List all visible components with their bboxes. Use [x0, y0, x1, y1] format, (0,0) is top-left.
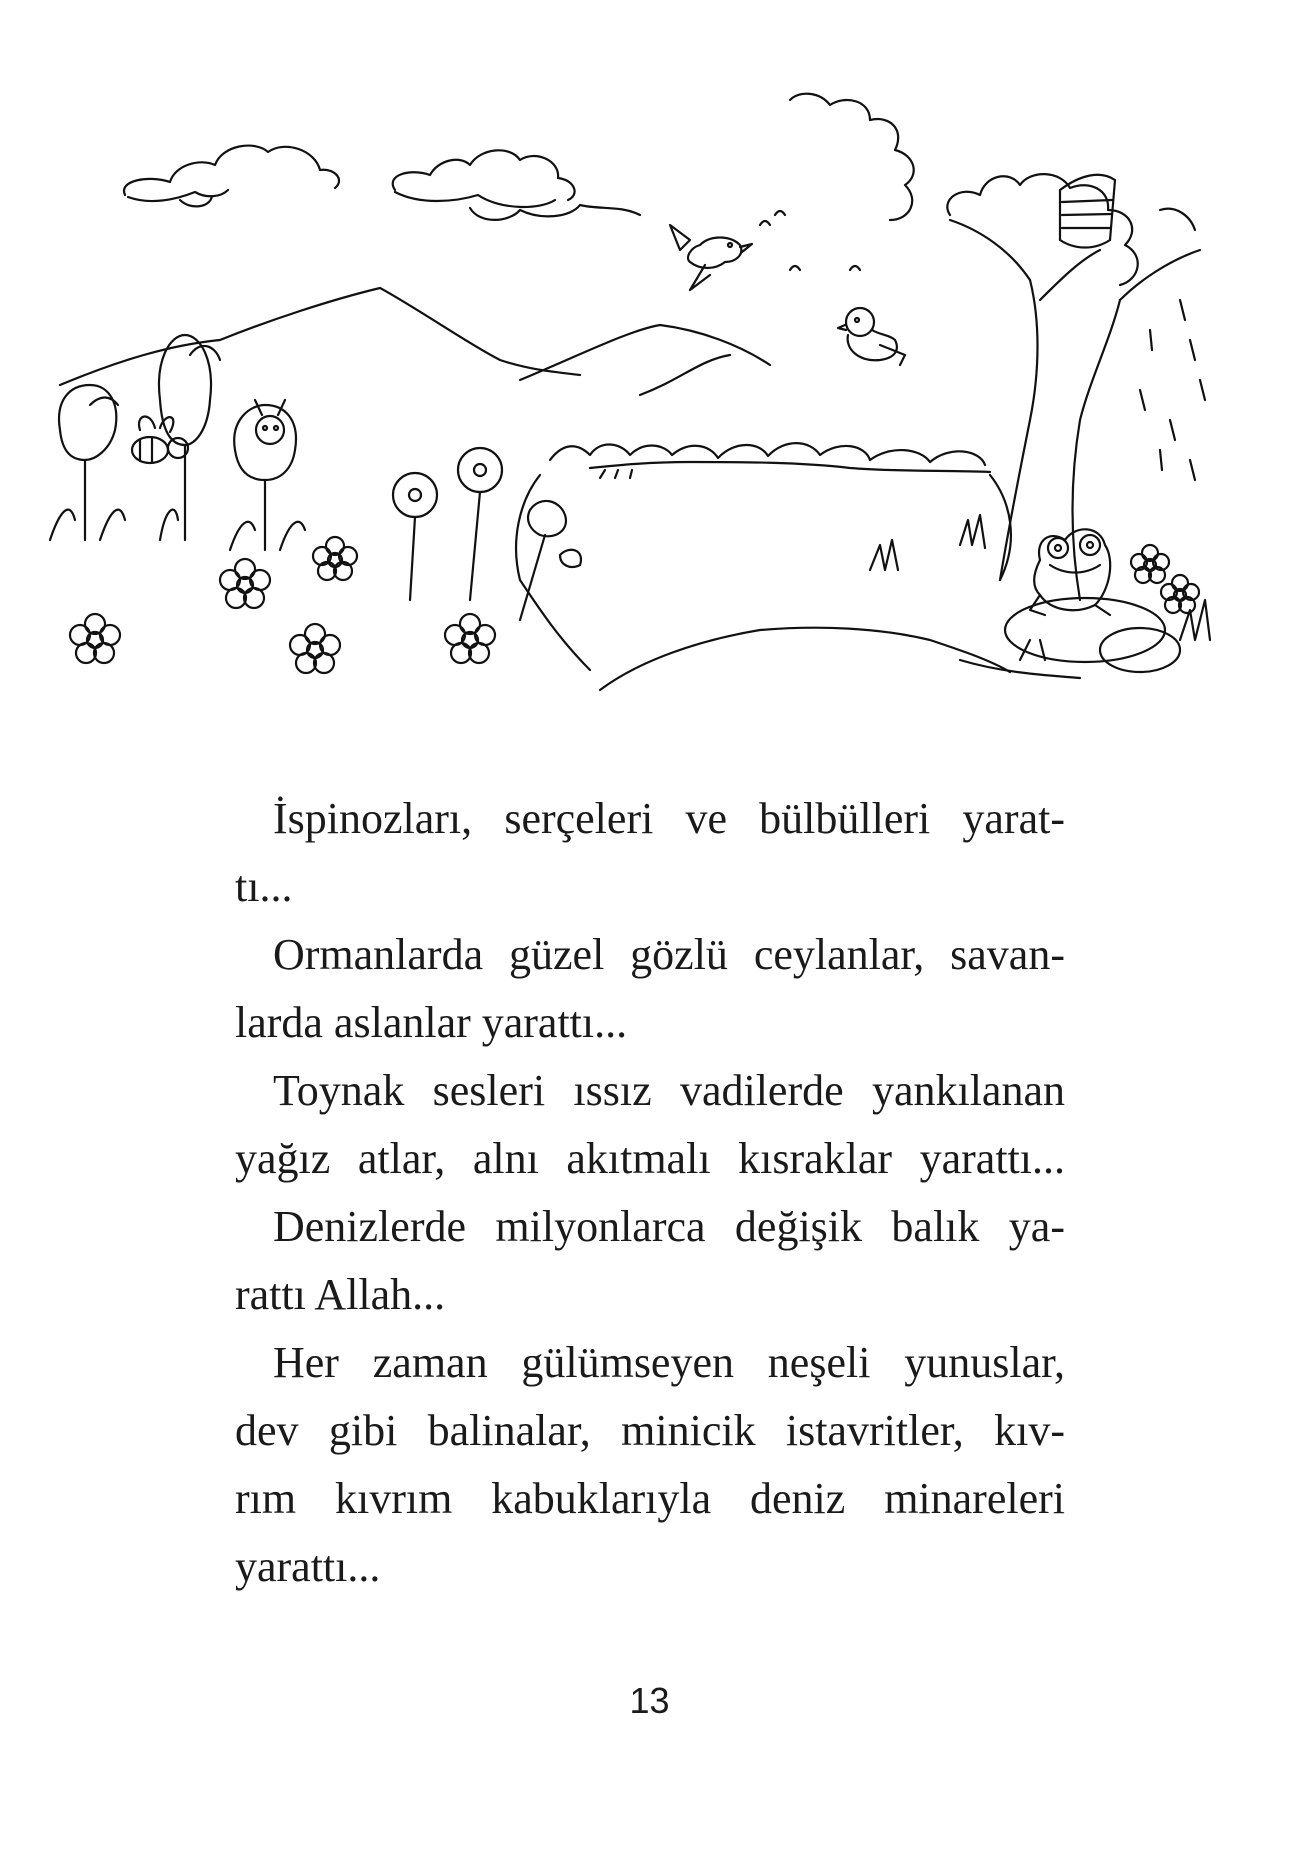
text-line: Denizlerde milyonlarca değişik balık ya-	[273, 1202, 1065, 1251]
text-line: İspinozları, serçeleri ve bülbülleri yarat-	[273, 794, 1065, 843]
tulips	[50, 335, 305, 550]
poppies	[393, 448, 581, 620]
tree	[790, 94, 1205, 600]
page-number: 13	[629, 1680, 670, 1721]
text-line: yağız atlar, alnı akıtmalı kısraklar yarattı...	[235, 1134, 1065, 1183]
nature-scene-illustration	[0, 0, 1299, 700]
cloud-left	[124, 146, 339, 207]
text-line: larda aslanlar yarattı...	[235, 998, 628, 1047]
frog	[1005, 529, 1180, 672]
grass-tufts	[870, 515, 1210, 640]
text-line: Her zaman gülümseyen neşeli yunuslar,	[273, 1338, 1065, 1387]
bee	[132, 416, 188, 463]
meadow-path	[516, 475, 1080, 690]
bush-line	[550, 443, 990, 478]
text-line: Toynak sesleri ıssız vadilerde yankılanan	[273, 1066, 1065, 1115]
bird-flying	[670, 211, 860, 290]
mountains	[60, 288, 770, 395]
text-line: tı...	[235, 862, 293, 911]
cloud-center	[393, 150, 640, 220]
text-line: dev gibi balinalar, minicik istavritler, kıv-	[235, 1406, 1065, 1455]
bird-on-branch	[838, 308, 905, 365]
body-text	[235, 785, 1065, 1601]
text-line: Ormanlarda güzel gözlü ceylanlar, savan-	[273, 930, 1065, 979]
text-line: rım kıvrım kabuklarıyla deniz minareleri	[235, 1474, 1065, 1523]
text-line: yarattı...	[235, 1542, 381, 1591]
text-line: rattı Allah...	[235, 1270, 446, 1319]
